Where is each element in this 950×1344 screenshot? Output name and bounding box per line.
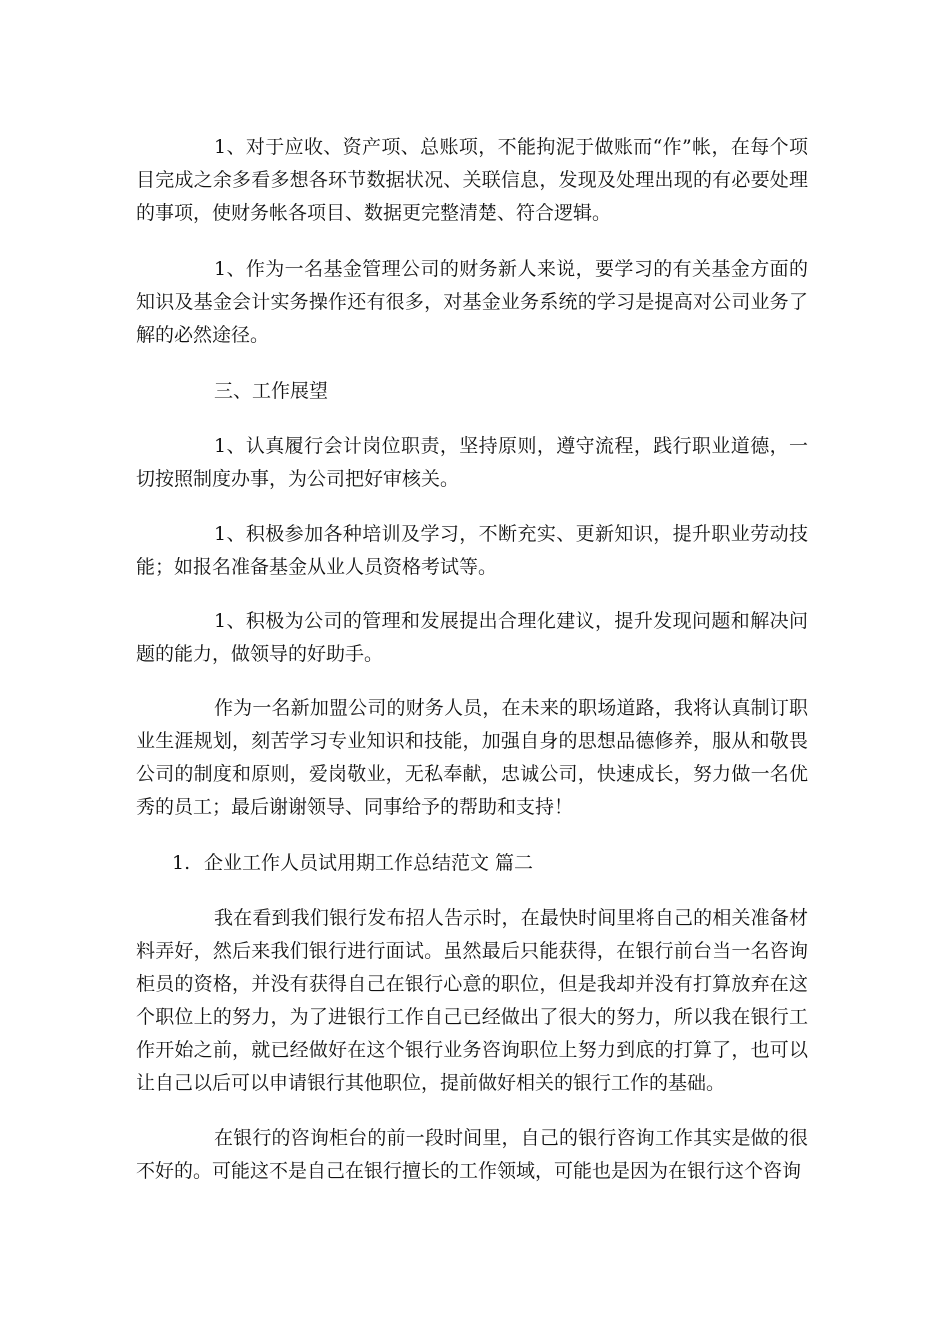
paragraph-goal-duties: 1、认真履行会计岗位职责，坚持原则，遵守流程，践行职业道德，一切按照制度办事，为公司把好审核关。: [136, 435, 808, 490]
paragraph-goal-suggestions: 1、积极为公司的管理和发展提出合理化建议，提升发现问题和解决问题的能力，做领导的好助手。: [136, 610, 808, 665]
paragraph-bank-application: 我在看到我们银行发布招人告示时，在最快时间里将自己的相关准备材料弄好，然后来我们银行进行面试。虽然最后只能获得，在银行前台当一名咨询柜员的资格，并没有获得自己在银行心意的职位，但是我却并没有打算放弃在这个职位上的努力，为了进银行工作自己已经做出了很大的努力，所以我在银行工作开始之前，就已经做好在这个银行业务咨询职位上努力到底的打算了，也可以让自己以后可以申请银行其他职位，提前做好相关的银行工作的基础。: [136, 907, 808, 1094]
list-heading-part-two: [172, 847, 533, 880]
paragraph-closing: 作为一名新加盟公司的财务人员，在未来的职场道路，我将认真制订职业生涯规划，刻苦学习专业知识和技能，加强自身的思想品德修养，服从和敬畏公司的制度和原则，爱岗敬业，无私奉献，忠诚公司，快速成长，努力做一名优秀的员工；最后谢谢领导、同事给予的帮助和支持！: [136, 697, 808, 818]
paragraph-goal-training: 1、积极参加各种培训及学习，不断充实、更新知识，提升职业劳动技能；如报名准备基金从业人员资格考试等。: [136, 523, 808, 578]
paragraph-accounts-review: 1、对于应收、资产项、总账项，不能拘泥于做账而“作”帐，在每个项目完成之余多看多想各环节数据状况、关联信息，发现及处理出现的有必要处理的事项，使财务帐各项目、数据更完整清楚、符合逻辑。: [136, 136, 808, 224]
paragraph-fund-learning: 1、作为一名基金管理公司的财务新人来说，要学习的有关基金方面的知识及基金会计实务操作还有很多，对基金业务系统的学习是提高对公司业务了解的必然途径。: [136, 258, 808, 346]
list-heading-number: 1.: [172, 852, 191, 874]
section-heading-outlook: 三、工作展望: [214, 380, 329, 402]
list-heading-title: 企业工作人员试用期工作总结范文 篇二: [204, 852, 534, 874]
paragraph-bank-counter: 在银行的咨询柜台的前一段时间里，自己的银行咨询工作其实是做的很不好的。可能这不是自己在银行擅长的工作领域，可能也是因为在银行这个咨询: [136, 1127, 808, 1182]
